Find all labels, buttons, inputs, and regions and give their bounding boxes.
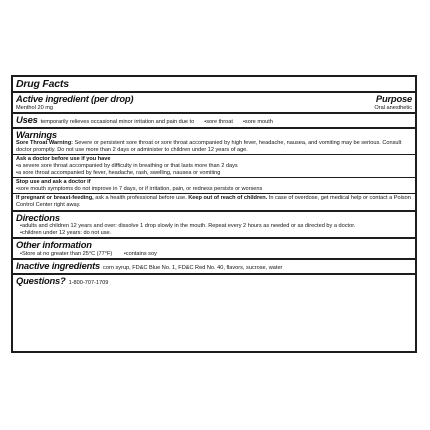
directions-item: • adults and children 12 years and over: dissolve 1 drop slowly in the mouth. Repeat every 2 hours as needed or as directed by a doctor. (16, 223, 412, 230)
other-info-item: • Store at no greater than 25°C (77°F) (20, 251, 112, 257)
uses-item: • sore throat (204, 119, 233, 126)
warnings-heading: Warnings (16, 128, 57, 140)
stop-use-item: • sore mouth symptoms do not improve in 7 days, or if irritation, pain, or redness persists or worsens (16, 186, 412, 193)
questions-phone: 1-800-707-1709 (68, 279, 109, 286)
directions-heading: Directions (16, 211, 60, 223)
drug-facts-title: Drug Facts (16, 78, 69, 90)
pregnancy-section (16, 194, 412, 209)
other-info-section (16, 239, 412, 258)
directions-section (16, 212, 412, 238)
other-info-heading: Other information (16, 239, 92, 251)
sore-throat-warning (16, 140, 412, 153)
active-ingredient-heading: Active ingredient (per drop) (16, 93, 134, 104)
children-label: Keep out of reach of children. (188, 195, 268, 202)
purpose-heading: Purpose (375, 93, 412, 104)
uses-section (16, 114, 412, 127)
uses-item: • sore mouth (243, 119, 273, 126)
uses-heading: Uses (16, 114, 38, 126)
children-text: In case of overdose, get medical help or contact a Poison Control Center right away. (16, 195, 411, 208)
other-info-item: • contains soy (124, 251, 157, 257)
pregnant-text: ask a health professional before use. (95, 195, 187, 202)
sore-throat-text: Severe or persistent sore throat or sore throat accompanied by high fever, headache, nausea, and vomiting may be serious. Consult doctor promptly. Do not use more than 2 days or administer to children under 12 years of age. (16, 140, 402, 153)
ask-doctor-label: Ask a doctor before use if you have (16, 156, 111, 163)
purpose-value: Oral anesthetic (374, 104, 412, 111)
stop-use-label: Stop use and ask a doctor if (16, 179, 91, 186)
warnings-section (16, 129, 412, 155)
inactive-ingredients-heading: Inactive ingredients (16, 260, 101, 272)
ask-doctor-section (16, 155, 412, 177)
drug-facts-panel (11, 75, 417, 353)
inactive-ingredients-text: corn syrup, FD&C Blue No. 1, FD&C Red No. 40, flavors, sucrose, water (103, 265, 283, 272)
ask-doctor-item: • a sore throat accompanied by fever, headache, rash, swelling, nausea or vomiting (16, 170, 412, 177)
questions-heading: Questions? (16, 274, 66, 286)
active-ingredient-section (16, 93, 412, 112)
stop-use-section (16, 178, 412, 193)
active-ingredient-value: Menthol 20 mg (16, 104, 54, 111)
questions-section (16, 275, 412, 288)
directions-item: • children under 12 years: do not use. (16, 230, 412, 237)
ask-doctor-item: • a severe sore throat accompanied by difficulty in breathing or that lasts more than 2 days (16, 163, 412, 170)
pregnant-label: If pregnant or breast-feeding, (16, 195, 94, 202)
inactive-ingredients-section (16, 260, 412, 273)
sore-throat-label: Sore Throat Warning: (16, 140, 73, 147)
uses-text: temporarily relieves occasional minor irritation and pain due to (40, 119, 195, 126)
